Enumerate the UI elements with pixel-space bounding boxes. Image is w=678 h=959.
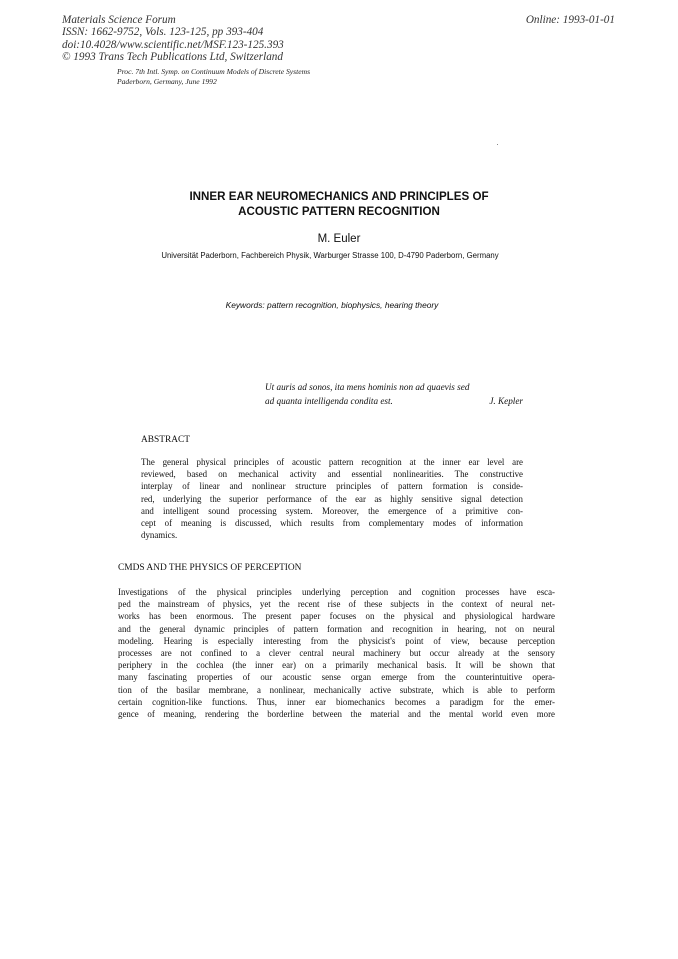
title-line: ACOUSTIC PATTERN RECOGNITION	[238, 205, 440, 218]
abstract-line: and intelligent sound processing system. Moreover, the emergence of a primitive con-	[141, 505, 523, 516]
body-line: and the general dynamic principles of pattern formation and recognition in hearing, not on neural	[118, 623, 555, 634]
body-line: gence of meaning, rendering the borderline between the material and the mental world even more	[118, 709, 555, 720]
abstract-body	[141, 456, 523, 541]
body-line: processes are not confined to a clever central neural machinery but occur already at the sensory	[118, 648, 555, 659]
body-line: many fascinating properties of our acoustic sense organ emerge from the counterintuitive opera-	[118, 672, 555, 683]
abstract-line: reviewed, based on mechanical activity and essential nonlinearities. The constructive	[141, 469, 523, 480]
body-line: works has been enormous. The present paper focuses on the physical and physiological hardware	[118, 611, 555, 622]
epigraph-line	[265, 394, 523, 408]
proceedings-location: Paderborn, Germany, June 1992	[117, 77, 217, 86]
body-line: modeling. Hearing is especially interesting from the physicist's point of view, because perception	[118, 635, 555, 646]
abstract-line: red, underlying the superior performance of the ear as highly sensitive signal detection	[141, 493, 523, 504]
online-date: Online: 1993-01-01	[525, 14, 615, 26]
body-line: certain cognition-like functions. Thus, inner ear biomechanics becomes a paradigm for the emer-	[118, 696, 555, 707]
journal-info	[62, 14, 284, 64]
author-name: M. Euler	[317, 233, 361, 245]
epigraph-text: Ut auris ad sonos, ita mens hominis non ad quaevis sed	[265, 382, 470, 392]
abstract-heading: ABSTRACT	[141, 435, 190, 445]
journal-doi: doi:10.4028/www.scientific.net/MSF.123-125.393	[62, 38, 284, 51]
scan-speck	[497, 144, 498, 145]
paper-title	[0, 189, 678, 219]
epigraph	[265, 380, 523, 408]
body-line: ped the mainstream of physics, yet the recent rise of these subjects in the context of neural net-	[118, 599, 555, 610]
author-affiliation: Universität Paderborn, Fachbereich Physik, Warburger Strasse 100, D-4790 Paderborn, Germany	[161, 251, 499, 260]
keywords: Keywords: pattern recognition, biophysics, hearing theory	[225, 300, 439, 310]
body-line: periphery in the cochlea (the inner ear) on a primarily mechanical basis. It will be shown that	[118, 660, 555, 671]
abstract-line: dynamics.	[141, 530, 178, 541]
abstract-line: cept of meaning is discussed, which results from complementary modes of information	[141, 518, 523, 529]
proceedings-info	[117, 67, 310, 87]
abstract-line: The general physical principles of acoustic pattern recognition at the inner ear level are	[141, 457, 523, 467]
abstract-line: interplay of linear and nonlinear structure principles of pattern formation is conside-	[141, 481, 523, 492]
epigraph-attribution: J. Kepler	[489, 396, 523, 406]
section-body	[118, 586, 555, 720]
journal-name: Materials Science Forum	[62, 14, 176, 26]
epigraph-line	[265, 380, 523, 394]
proceedings-name: Proc. 7th Intl. Symp. on Continuum Models of Discrete Systems	[117, 67, 311, 76]
body-line: tion of the basilar membrane, a nonlinear, mechanically active substrate, which is able to perform	[118, 684, 555, 695]
epigraph-text: ad quanta intelligenda condita est.	[265, 396, 393, 406]
body-line: Investigations of the physical principles underlying perception and cognition processes have esca-	[118, 587, 555, 597]
section-heading: CMDS AND THE PHYSICS OF PERCEPTION	[118, 563, 302, 573]
journal-issn: ISSN: 1662-9752, Vols. 123-125, pp 393-404	[62, 26, 264, 39]
journal-copyright: © 1993 Trans Tech Publications Ltd, Switzerland	[62, 51, 283, 64]
title-line: INNER EAR NEUROMECHANICS AND PRINCIPLES OF	[189, 190, 489, 203]
